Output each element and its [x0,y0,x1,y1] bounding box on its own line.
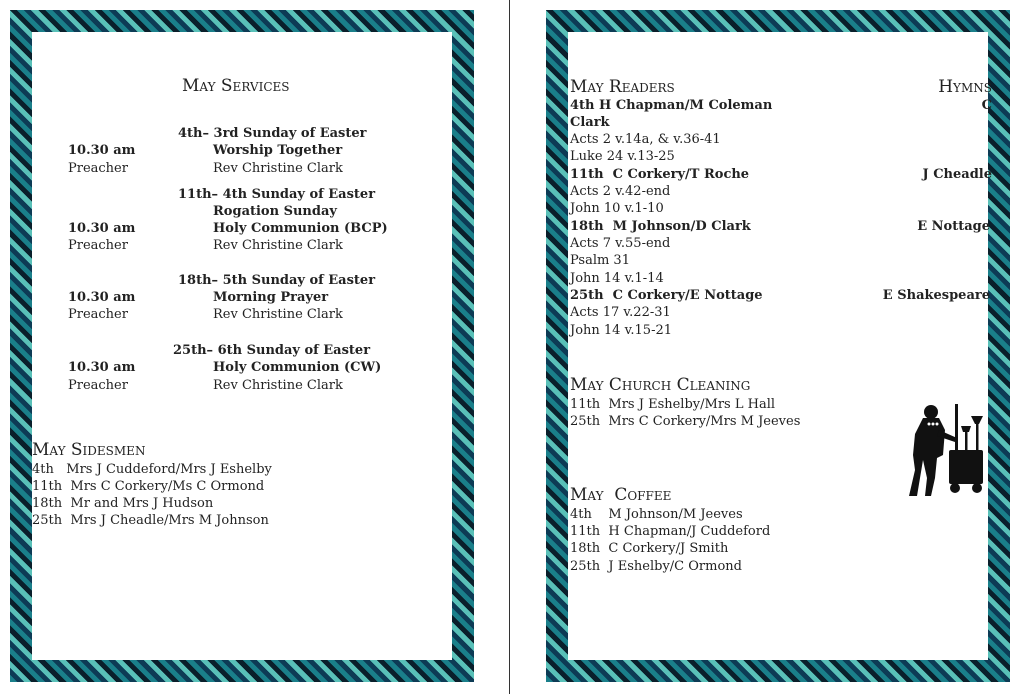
service-name: Holy Communion (CW) [213,360,382,375]
service-date: 4th– 3rd Sunday of Easter [178,126,367,141]
hymn-entry: J Cheadle [922,167,992,182]
reading: Luke 24 v.13-25 [570,149,675,164]
coffee-entry: 25th J Eshelby/C Ormond [570,559,742,574]
reader-entry: 4th H Chapman/M Coleman [570,98,773,113]
reader-entry: 18th M Johnson/D Clark [570,219,751,234]
service-time: 10.30 am [68,221,136,236]
reader-entry-continued: Clark [570,115,610,130]
service-time: 10.30 am [68,290,136,305]
service-date: 18th– 5th Sunday of Easter [178,273,376,288]
preacher-name: Rev Christine Clark [213,378,343,393]
reading: John 10 v.1-10 [570,201,664,216]
reading: Acts 2 v.42-end [570,184,671,199]
sidesmen-entry: 4th Mrs J Cuddeford/Mrs J Eshelby [32,462,272,477]
preacher-name: Rev Christine Clark [213,307,343,322]
may-church-cleaning-title: May Church Cleaning [570,375,751,395]
reader-entry: 11th C Corkery/T Roche [570,167,750,182]
may-sidesmen-title: May Sidesmen [32,440,146,460]
may-coffee-title: May Coffee [570,485,672,505]
preacher-name: Rev Christine Clark [213,238,343,253]
hymn-entry: C [981,98,992,113]
hymns-title: Hymns [938,77,992,97]
preacher-label: Preacher [68,307,128,322]
service-time: 10.30 am [68,360,136,375]
preacher-label: Preacher [68,238,128,253]
left-page-content [32,32,452,660]
preacher-name: Rev Christine Clark [213,161,343,176]
may-readers-title: May Readers [570,77,675,97]
preacher-label: Preacher [68,161,128,176]
left-page [10,10,474,682]
reading: John 14 v.15-21 [570,323,673,338]
reading: Psalm 31 [570,253,630,268]
coffee-entry: 4th M Johnson/M Jeeves [570,507,743,522]
right-page-content [568,32,992,660]
cleaner-with-trolley-icon [903,400,993,500]
cleaning-entry: 11th Mrs J Eshelby/Mrs L Hall [570,397,776,412]
cleaning-entry: 25th Mrs C Corkery/Mrs M Jeeves [570,414,801,429]
coffee-entry: 18th C Corkery/J Smith [570,541,729,556]
coffee-entry: 11th H Chapman/J Cuddeford [570,524,771,539]
sidesmen-entry: 25th Mrs J Cheadle/Mrs M Johnson [32,513,269,528]
service-date: 11th– 4th Sunday of Easter [178,187,376,202]
hymn-entry: E Shakespeare [882,288,990,303]
reading: Acts 7 v.55-end [570,236,671,251]
service-date: 25th– 6th Sunday of Easter [173,343,371,358]
reader-entry: 25th C Corkery/E Nottage [570,288,763,303]
sidesmen-entry: 18th Mr and Mrs J Hudson [32,496,214,511]
reading: John 14 v.1-14 [570,271,664,286]
service-extra: Rogation Sunday [213,204,337,219]
page-fold-divider [509,0,510,694]
service-name: Worship Together [213,143,343,158]
reading: Acts 2 v.14a, & v.36-41 [570,132,721,147]
service-name: Morning Prayer [213,290,329,305]
preacher-label: Preacher [68,378,128,393]
reading: Acts 17 v.22-31 [570,305,671,320]
service-name: Holy Communion (BCP) [213,221,388,236]
right-page [546,10,1010,682]
sidesmen-entry: 11th Mrs C Corkery/Ms C Ormond [32,479,265,494]
hymn-entry: E Nottage [917,219,990,234]
may-services-title: May Services [182,76,290,96]
service-time: 10.30 am [68,143,136,158]
